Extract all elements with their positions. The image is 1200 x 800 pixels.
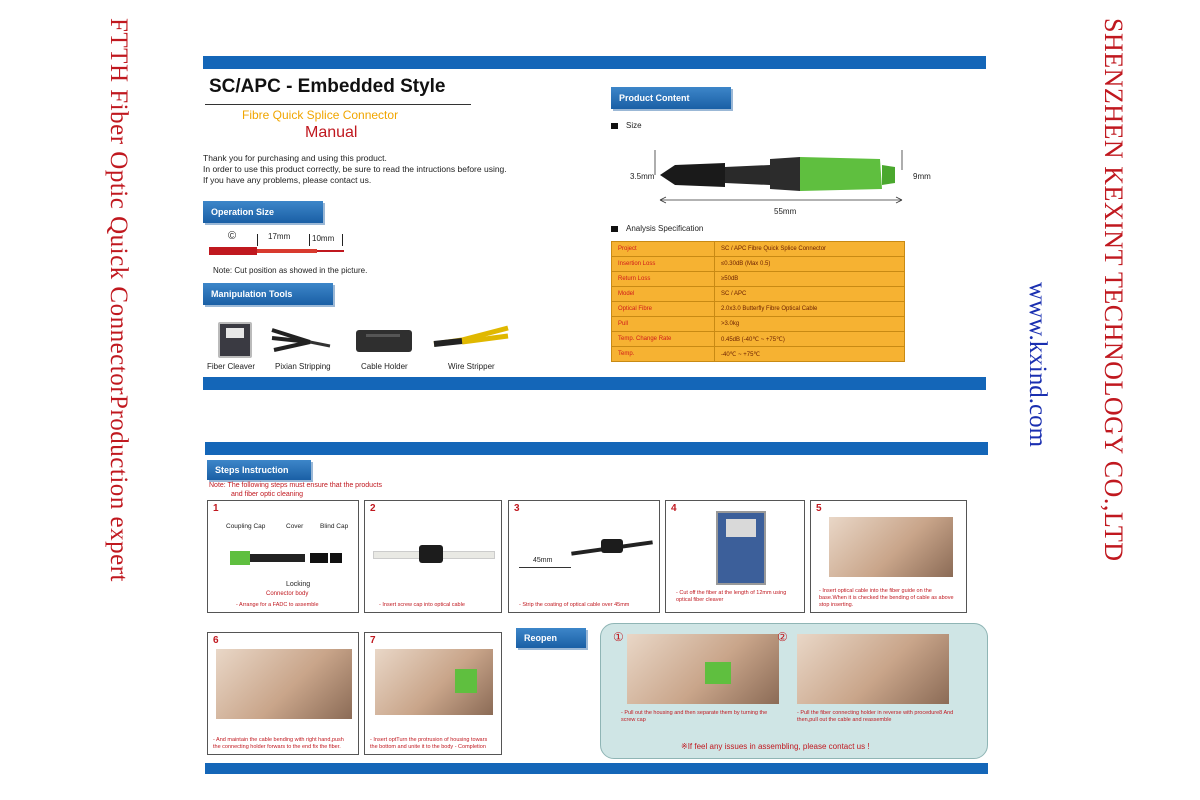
steps-instruction-tab: Steps Instruction	[207, 460, 311, 480]
spec-row	[612, 332, 905, 347]
step-card-4	[665, 500, 805, 613]
pixian-stripping-icon	[270, 326, 332, 354]
seg-10-label: 10mm	[312, 234, 335, 243]
mid-bar-upper	[203, 377, 986, 390]
spec-value: >3.0kg	[715, 317, 905, 332]
step-card-6	[207, 632, 359, 755]
intro-line-3: If you have any problems, please contact us.	[203, 175, 372, 185]
reopen-photo-1	[627, 634, 779, 704]
step-card-3	[508, 500, 660, 613]
spec-row	[612, 287, 905, 302]
step3-dim: 45mm	[533, 557, 553, 564]
step-number: 1	[213, 503, 219, 514]
spec-value: ≤0.30dB (Max 0.5)	[715, 257, 905, 272]
step1-connector	[230, 551, 342, 565]
spec-value: SC / APC Fibre Quick Splice Connector	[715, 242, 905, 257]
connector-diagram	[640, 145, 910, 205]
steps-note-2: and fiber optic cleaning	[231, 491, 303, 498]
step5-photo	[829, 517, 953, 577]
step-number: 4	[671, 503, 677, 514]
product-content-tab: Product Content	[611, 87, 731, 109]
spec-row	[612, 317, 905, 332]
cable-diagram	[209, 244, 344, 258]
steps-note-1: Note: The following steps must ensure that the products	[209, 482, 383, 489]
spec-key: Project	[612, 242, 715, 257]
tool-label-wire-stripper: Wire Stripper	[448, 362, 495, 371]
manual-label: Manual	[305, 124, 358, 141]
step4-cleaver	[716, 511, 766, 585]
step7-photo	[375, 649, 493, 715]
step-number: 2	[370, 503, 376, 514]
step-number: 6	[213, 635, 219, 646]
step-caption: - Insert screw cap into optical cable	[379, 602, 465, 608]
step3-cap	[601, 539, 623, 553]
dim-right-label: 9mm	[913, 172, 931, 181]
step-card-5	[810, 500, 967, 613]
wire-stripper-icon	[432, 322, 512, 356]
side-right-text: SHENZHEN KEXINT TECHNOLOGY CO.,LTD	[1099, 18, 1128, 562]
spec-key: Temp.	[612, 347, 715, 362]
intro-text	[203, 153, 507, 186]
reopen-contact: ※If feel any issues in assembling, please contact us !	[681, 742, 870, 751]
spec-row	[612, 347, 905, 362]
reopen-panel	[600, 623, 988, 759]
reopen-photo-2	[797, 634, 949, 704]
step-number: 7	[370, 635, 376, 646]
tool-label-cable-holder: Cable Holder	[361, 362, 408, 371]
subtitle: Fibre Quick Splice Connector	[242, 108, 399, 122]
step-caption: - Insert optical cable into the fiber guide on the base.When it is checked the bending of cable as above stop inserting.	[819, 588, 954, 608]
spec-key: Temp. Change Rate	[612, 332, 715, 347]
spec-key: Insertion Loss	[612, 257, 715, 272]
spec-row	[612, 272, 905, 287]
spec-key: Pull	[612, 317, 715, 332]
step3-dim-line	[519, 567, 571, 568]
page-title: SC/APC - Embedded Style	[209, 76, 446, 97]
coupling-cap-label: Coupling Cap	[226, 523, 266, 530]
step-caption: - Arrange for a FADC to assemble	[236, 602, 319, 608]
intro-line-1: Thank you for purchasing and using this product.	[203, 153, 387, 163]
step-number: 5	[816, 503, 822, 514]
bottom-bar	[205, 763, 988, 774]
step-card-7	[364, 632, 502, 755]
blind-cap-label: Blind Cap	[320, 523, 349, 530]
step-card-2	[364, 500, 502, 613]
reopen-tab: Reopen	[516, 628, 586, 648]
locking-label: Locking	[286, 581, 311, 588]
spec-row	[612, 302, 905, 317]
spec-key: Model	[612, 287, 715, 302]
cover-label: Cover	[286, 523, 304, 530]
reopen-num-1: ①	[613, 630, 624, 644]
operation-size-tab: Operation Size	[203, 201, 323, 223]
step-number: 3	[514, 503, 520, 514]
dim-left-label: 3.5mm	[630, 172, 655, 181]
spec-value: ≥50dB	[715, 272, 905, 287]
step-caption: - Insert optTurn the protrusion of housing towars the bottom and unite it to the body - Completion	[370, 737, 488, 750]
connector-body-label: Connector body	[266, 591, 309, 597]
spec-value: 2.0x3.0 Butterfly Fibre Optical Cable	[715, 302, 905, 317]
analysis-bullet	[611, 226, 618, 232]
step-caption: - Strip the coating of optical cable over 45mm	[519, 602, 630, 608]
side-left-text: FTTH Fiber Optic Quick ConnectorProduction expert	[105, 18, 132, 582]
mid-bar-lower	[205, 442, 988, 455]
reopen-caption-2: - Pull the fiber connecting holder in reverse with procedure8 And then,pull out the cable and reassemble	[797, 710, 954, 723]
step-caption: - And maintain the cable bending with right hand,push the connecting holder forwars to the end fix the fiber.	[213, 737, 344, 750]
spec-key: Optical Fibre	[612, 302, 715, 317]
copyright-icon: ©	[228, 230, 237, 242]
reopen-caption-1: - Pull out the housing and then separate them by turning the screw cap	[621, 710, 768, 723]
tool-label-pixian-stripping: Pixian Stripping	[275, 362, 331, 371]
size-label: Size	[626, 121, 642, 130]
size-bullet	[611, 123, 618, 129]
tool-label-fiber-cleaver: Fiber Cleaver	[207, 362, 256, 371]
spec-row	[612, 242, 905, 257]
top-bar	[203, 56, 986, 69]
analysis-label: Analysis Specification	[626, 224, 704, 233]
step-caption: - Cut off the fiber at the length of 12mm using optical fiber cleaver	[676, 590, 787, 603]
side-url[interactable]: www.kxind.com	[1024, 282, 1051, 448]
manipulation-tools-tab: Manipulation Tools	[203, 283, 333, 305]
cable-holder-icon	[356, 330, 412, 352]
spec-value: SC / APC	[715, 287, 905, 302]
intro-line-2: In order to use this product correctly, be sure to read the intructions before using.	[203, 164, 507, 174]
fiber-cleaver-icon	[218, 322, 252, 358]
spec-value: -40℃ ~ +75℃	[715, 347, 905, 362]
spec-row	[612, 257, 905, 272]
step-card-1	[207, 500, 359, 613]
spec-value: 0.45dB (-40℃ ~ +75℃)	[715, 332, 905, 347]
step2-cap	[419, 545, 443, 563]
seg-17-label: 17mm	[268, 232, 291, 241]
dim-bottom-label: 55mm	[774, 207, 797, 216]
reopen-num-2: ②	[777, 630, 788, 644]
step6-photo	[216, 649, 352, 719]
spec-key: Return Loss	[612, 272, 715, 287]
spec-table	[611, 241, 905, 362]
operation-note: Note: Cut position as showed in the picture.	[213, 266, 368, 275]
title-underline	[205, 104, 471, 105]
